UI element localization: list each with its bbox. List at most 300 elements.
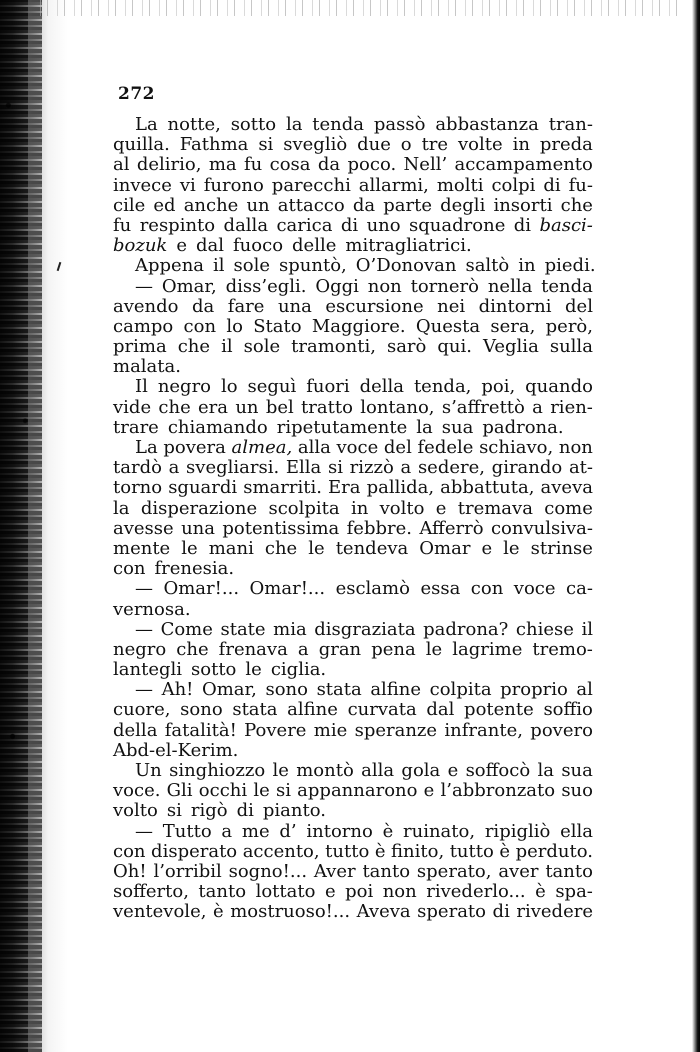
word: accampamento: [454, 154, 593, 176]
word: un: [235, 396, 259, 418]
word: lontano,: [360, 396, 435, 418]
word: la: [285, 114, 303, 135]
word: con: [113, 840, 146, 862]
word: mostruoso!...: [230, 901, 351, 923]
word: Un: [135, 760, 162, 781]
word: passò: [373, 114, 426, 135]
word: da: [192, 295, 215, 317]
word: al: [576, 679, 593, 701]
word: le: [253, 780, 270, 802]
word: notte,: [167, 114, 221, 135]
word: montò: [296, 760, 354, 781]
word: —: [135, 275, 153, 297]
word: a: [168, 457, 180, 479]
word: Afferrò: [419, 517, 484, 539]
word: rivederlo...: [426, 881, 526, 903]
word: prima: [113, 336, 167, 358]
word: in: [350, 497, 369, 519]
word: smarriti.: [243, 477, 322, 499]
text-line: [113, 600, 593, 620]
word: a: [400, 457, 412, 479]
word: il: [213, 255, 225, 277]
word: che: [264, 537, 298, 559]
word: chiamando: [167, 416, 268, 438]
word: sotto: [230, 114, 277, 135]
italic-word: bozuk: [113, 235, 168, 257]
word: alla: [361, 760, 395, 781]
word: tutto: [449, 840, 494, 862]
word: e: [324, 881, 336, 903]
word: rien-: [550, 396, 593, 418]
word: Fathma: [179, 134, 249, 156]
word: saltò: [465, 255, 510, 277]
word: dal: [426, 699, 455, 721]
text-line: [113, 499, 593, 519]
word: uno: [366, 214, 401, 236]
word: la: [113, 497, 130, 519]
text-line: [113, 902, 593, 922]
text-line: [113, 418, 593, 438]
word: tramonti,: [291, 336, 376, 358]
word: Ella: [285, 457, 322, 479]
word: tenda,: [413, 376, 472, 398]
word: Era: [328, 477, 361, 499]
word: d’: [279, 820, 297, 842]
word: allarmi,: [358, 174, 429, 196]
word: fatalità!: [164, 719, 237, 741]
word: quando: [525, 376, 593, 398]
word: speranze: [354, 719, 438, 741]
word: di: [513, 214, 532, 236]
word: sera,: [490, 315, 536, 337]
word: con: [183, 315, 217, 337]
word: ripigliò: [484, 820, 551, 842]
word: attacco: [277, 194, 345, 216]
text-line: [113, 781, 593, 801]
word: tenda: [312, 114, 365, 135]
word: ca-: [566, 578, 593, 600]
text-line: [113, 176, 593, 196]
word: svegliò: [283, 134, 348, 156]
word: stata: [316, 679, 362, 701]
word: tran-: [548, 114, 593, 135]
word: sotto: [191, 659, 237, 681]
word: escursione: [325, 295, 424, 317]
word: disperazione: [140, 497, 258, 519]
word: invece: [113, 174, 172, 196]
word: mie: [313, 719, 348, 741]
italic-word: basci-: [539, 214, 593, 236]
text-line: [113, 559, 593, 579]
word: sole: [233, 255, 271, 277]
word: sguardi: [168, 477, 238, 499]
word: rizzò: [349, 457, 394, 479]
text-line: [113, 620, 593, 640]
word: qui.: [437, 336, 472, 358]
word: in: [518, 255, 536, 277]
word: povera: [163, 437, 226, 458]
word: le: [181, 537, 198, 559]
word: Stato: [253, 315, 302, 337]
word: ella: [560, 820, 593, 842]
text-line: [113, 317, 593, 337]
word: quilla.: [113, 134, 170, 156]
word: cile: [113, 194, 146, 216]
word: lo: [226, 315, 243, 337]
word: fu: [113, 214, 132, 236]
word: voce: [336, 437, 379, 458]
word: Omar: [419, 537, 471, 559]
word: sua: [441, 416, 474, 438]
word: tornerò: [410, 275, 479, 297]
word: spuntò,: [279, 255, 347, 277]
word: tre: [421, 134, 449, 156]
word: sofferto,: [113, 881, 189, 903]
word: in: [512, 134, 530, 156]
word: è: [212, 901, 224, 923]
text-line: [113, 377, 593, 397]
word: Il: [135, 376, 148, 398]
word: a: [532, 396, 543, 418]
word: s’affrettò: [441, 396, 525, 418]
word: sedere,: [417, 457, 485, 479]
body-text: [113, 114, 596, 923]
word: di: [543, 174, 561, 196]
word: potentissima: [222, 517, 340, 539]
word: ruinato,: [403, 820, 476, 842]
word: non: [382, 881, 417, 903]
word: insorti: [493, 194, 553, 216]
word: volto: [113, 800, 158, 822]
word: da: [317, 154, 341, 176]
text-line: [113, 640, 593, 660]
word: febbre.: [346, 517, 412, 539]
text-line: [113, 801, 593, 821]
page-number: 272: [118, 84, 155, 104]
word: pallida,: [366, 477, 435, 499]
word: fu-: [568, 174, 593, 196]
text-line: [113, 297, 593, 317]
word: povero: [530, 719, 593, 741]
word: e: [447, 760, 459, 781]
word: —: [135, 820, 153, 842]
word: singhiozzo: [169, 760, 266, 781]
word: con: [113, 558, 146, 580]
word: vide: [113, 396, 152, 418]
word: occhi: [198, 780, 248, 802]
word: degli: [440, 194, 486, 216]
word: infrante,: [444, 719, 523, 741]
word: abbastanza: [435, 114, 539, 135]
text-line: [113, 721, 593, 741]
word: preda: [539, 134, 593, 156]
word: alfine: [287, 699, 338, 721]
word: che: [158, 396, 191, 418]
word: che: [560, 194, 593, 216]
word: e: [435, 497, 447, 519]
text-line: [113, 579, 593, 599]
word: tremo-: [532, 638, 593, 660]
word: proprio: [500, 679, 568, 701]
word: colpi: [491, 174, 536, 196]
word: fare: [227, 295, 265, 317]
word: la: [416, 416, 433, 438]
word: l’abbronzato: [440, 780, 556, 802]
word: di: [236, 800, 254, 822]
word: parte: [383, 194, 432, 216]
word: alfine: [370, 679, 422, 701]
word: fuoco: [233, 235, 284, 257]
word: fuori: [306, 376, 350, 398]
word: al: [113, 154, 130, 176]
word: rivedere: [516, 901, 593, 923]
word: sole: [243, 336, 281, 358]
word: tanto: [545, 860, 593, 882]
word: tardò: [113, 457, 162, 479]
word: me: [241, 820, 270, 842]
word: ventevole,: [113, 901, 207, 923]
word: voce.: [113, 780, 161, 802]
word: Aver: [313, 860, 356, 882]
word: campo: [113, 315, 174, 337]
word: un: [246, 194, 270, 216]
word: una: [181, 517, 215, 539]
word: è: [374, 840, 386, 862]
word: lo: [220, 376, 238, 398]
word: essa: [420, 578, 461, 600]
word: nella: [487, 275, 533, 297]
word: una: [277, 295, 312, 317]
word: Omar!...: [163, 578, 240, 600]
word: si: [166, 800, 182, 822]
word: cosa: [269, 154, 311, 176]
word: Questa: [415, 315, 481, 337]
word: tremava: [457, 497, 533, 519]
text-line: [113, 882, 593, 902]
word: frenesia.: [154, 558, 235, 580]
word: o: [400, 134, 412, 156]
word: sono: [180, 699, 223, 721]
word: Ah!: [161, 679, 194, 701]
word: si: [327, 457, 343, 479]
word: della: [113, 719, 158, 741]
word: di: [492, 901, 510, 923]
word: poco.: [347, 154, 397, 176]
text-line: [113, 357, 593, 377]
word: rigò: [190, 800, 228, 822]
word: sono: [265, 679, 308, 701]
text-line: [113, 519, 593, 539]
word: sulla: [549, 336, 593, 358]
text-line: [113, 196, 593, 216]
word: con: [470, 578, 504, 600]
word: è: [382, 820, 394, 842]
word: at-: [568, 457, 593, 479]
word: —: [135, 578, 153, 600]
word: Nell’: [403, 154, 448, 176]
word: lagrime: [452, 638, 523, 660]
text-line: [113, 115, 593, 135]
word: mente: [113, 537, 171, 559]
word: sua: [561, 760, 593, 781]
word: avesse: [113, 517, 174, 539]
word: Appena: [135, 255, 205, 277]
word: schiavo,: [479, 437, 554, 458]
word: le: [245, 659, 262, 681]
word: Oh!: [113, 860, 147, 882]
word: convulsiva-: [490, 517, 593, 539]
word: non: [367, 275, 402, 297]
word: tutto: [325, 840, 370, 862]
word: del: [565, 295, 593, 317]
word: Oggi: [315, 275, 359, 297]
word: il: [221, 336, 233, 358]
scan-noise-top: [40, 0, 680, 16]
word: mani: [208, 537, 254, 559]
word: piedi.: [544, 255, 596, 277]
word: spa-: [555, 881, 593, 903]
word: era: [198, 396, 229, 418]
text-line: [113, 398, 593, 418]
text-line: [113, 680, 593, 700]
text-line: [113, 539, 593, 559]
word: poi,: [481, 376, 516, 398]
word: Tutto: [162, 820, 212, 842]
word: però,: [545, 315, 593, 337]
word: trare: [113, 416, 159, 438]
word: poi: [345, 881, 374, 903]
word: e: [423, 780, 435, 802]
word: pianto.: [262, 800, 326, 822]
word: a: [221, 820, 233, 842]
word: mia: [273, 618, 307, 640]
word: è: [535, 881, 546, 903]
word: si: [258, 134, 274, 156]
word: squadrone: [409, 214, 506, 236]
word: scolpita: [268, 497, 340, 519]
word: diss’egli.: [225, 275, 307, 297]
word: e: [481, 537, 493, 559]
word: molti: [436, 174, 484, 196]
word: tendeva: [335, 537, 409, 559]
word: dintorni: [478, 295, 552, 317]
word: nei: [437, 295, 466, 317]
word: svegliarsi.: [186, 457, 280, 479]
text-line: [113, 660, 593, 680]
word: le: [503, 537, 520, 559]
text-line: [113, 135, 593, 155]
word: negro: [157, 376, 212, 398]
word: la: [537, 760, 554, 781]
word: Come: [160, 618, 213, 640]
word: voce: [513, 578, 556, 600]
word: aver: [498, 860, 539, 882]
text-line: [113, 478, 593, 498]
word: strinse: [530, 537, 593, 559]
word: che: [177, 336, 211, 358]
word: girando: [491, 457, 563, 479]
text-line: [113, 862, 593, 882]
binding-fade: [28, 0, 68, 1052]
word: sarò: [386, 336, 427, 358]
word: accento,: [242, 840, 320, 862]
word: delle: [292, 235, 337, 257]
word: soffocò: [465, 760, 531, 781]
text-line: [113, 761, 593, 781]
word: sperato: [417, 901, 486, 923]
word: le: [425, 638, 443, 660]
word: Gli: [166, 780, 193, 802]
word: La: [135, 437, 158, 458]
word: che: [176, 638, 209, 660]
word: potente: [464, 699, 534, 721]
text-line: [113, 337, 593, 357]
word: disperato: [151, 840, 238, 862]
word: gran: [318, 638, 362, 660]
word: malata.: [113, 356, 181, 378]
word: —: [135, 679, 153, 701]
word: respinto: [139, 214, 216, 236]
word: torno: [113, 477, 163, 499]
word: gola: [401, 760, 441, 781]
word: tenda: [541, 275, 593, 297]
word: negro: [113, 638, 167, 660]
word: Omar!...: [249, 578, 326, 600]
text-line: [113, 277, 593, 297]
word: lantegli: [113, 659, 183, 681]
word: avendo: [113, 295, 179, 317]
word: tanto: [362, 860, 411, 882]
word: O’Donovan: [355, 255, 457, 277]
word: della: [359, 376, 405, 398]
word: suo: [561, 780, 593, 802]
word: —: [135, 618, 153, 640]
word: come: [544, 497, 593, 519]
word: si: [275, 780, 291, 802]
word: Omar,: [201, 679, 257, 701]
word: ripetutamente: [276, 416, 408, 438]
text-line: [113, 255, 596, 277]
word: ed: [153, 194, 176, 216]
word: fedele: [417, 437, 474, 458]
text-line: [113, 216, 593, 236]
text-line: [113, 458, 593, 478]
word: La: [135, 114, 158, 135]
word: perduto.: [515, 840, 593, 862]
word: dal: [196, 235, 225, 257]
word: Abd-el-Kerim.: [113, 739, 239, 761]
word: colpita: [429, 679, 492, 701]
text-line: [113, 236, 593, 256]
word: state: [220, 618, 266, 640]
word: di: [340, 214, 359, 236]
page-right-edge: [692, 0, 700, 1052]
word: l’orribil: [153, 860, 222, 882]
text-line: [113, 155, 593, 175]
word: lottato: [255, 881, 316, 903]
word: curvata: [347, 699, 417, 721]
italic-word: almea,: [231, 437, 293, 458]
word: padrona.: [482, 416, 564, 438]
word: intorno: [306, 820, 373, 842]
word: ciglia.: [270, 659, 327, 681]
word: ma: [208, 154, 237, 176]
text-line: [113, 741, 593, 761]
word: frenava: [218, 638, 288, 660]
word: a: [297, 638, 309, 660]
word: volto: [379, 497, 425, 519]
word: Maggiore.: [311, 315, 406, 337]
